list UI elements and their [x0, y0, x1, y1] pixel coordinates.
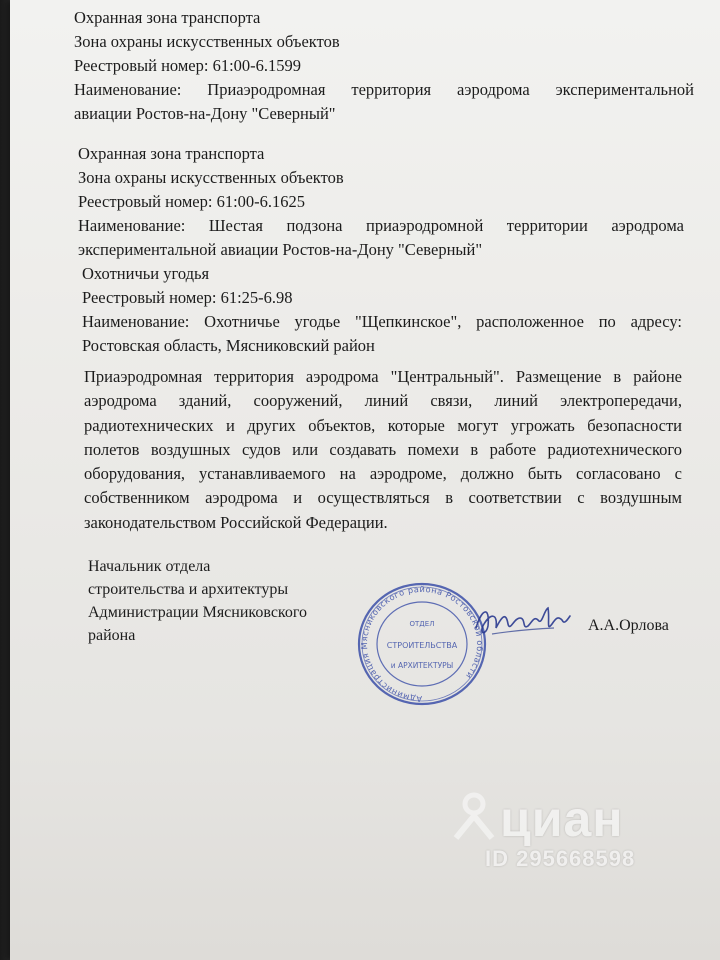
- paragraph-line: оборудования, устанавливаемого на аэродроме, должно быть согласовано с: [84, 464, 682, 484]
- section-transport-zone-1: [74, 6, 694, 126]
- signatory-district: района: [88, 627, 136, 644]
- stamp-inner-line: и АРХИТЕКТУРЫ: [390, 661, 454, 670]
- registry-number: Реестровый номер: 61:00-6.1599: [74, 56, 302, 75]
- watermark-id: ID 295668598: [485, 846, 636, 871]
- signatory-position: Начальник отдела: [88, 558, 211, 575]
- paragraph-line: собственником аэродрома и осуществляться в соответствии с воздушным: [84, 488, 682, 508]
- aerodrome-paragraph: [84, 365, 682, 535]
- cian-watermark: [450, 780, 680, 880]
- zone-name: Наименование: Охотничье угодье "Щепкинское", расположенное по адресу:: [82, 312, 682, 331]
- zone-type: Охотничьи угодья: [82, 264, 210, 283]
- signatory-department: строительства и архитектуры: [88, 581, 289, 598]
- zone-type: Охранная зона транспорта: [74, 8, 261, 27]
- zone-type: Охранная зона транспорта: [78, 144, 265, 163]
- document-page: [10, 0, 720, 960]
- paragraph-line: законодательством Российской Федерации.: [84, 512, 388, 532]
- paragraph-line: полетов воздушных судов или создавать помехи в работе радиотехнического: [84, 439, 682, 459]
- zone-name-cont: Ростовская область, Мясниковский район: [82, 336, 375, 355]
- section-hunting-grounds: [82, 262, 682, 358]
- paragraph-line: Приаэродромная территория аэродрома "Центральный". Размещение в районе: [84, 367, 682, 386]
- stamp-inner-line: СТРОИТЕЛЬСТВА: [386, 641, 458, 650]
- stamp-ring-text: Администрация Мясниковского района Ростовской области: [358, 583, 486, 705]
- registry-number: Реестровый номер: 61:25-6.98: [82, 288, 293, 307]
- watermark-brand: циан: [500, 791, 624, 847]
- paragraph-line: аэродрома зданий, сооружений, линий связи, линий электропередачи,: [84, 391, 682, 411]
- signatory-name: А.А.Орлова: [588, 617, 669, 634]
- stamp-inner-line: ОТДЕЛ: [409, 620, 435, 628]
- paragraph-line: радиотехнических и других объектов, которые могут угрожать безопасности: [84, 415, 682, 435]
- zone-name: Наименование: Шестая подзона приаэродромной территории аэродрома: [78, 216, 684, 235]
- signatory-title: [88, 555, 307, 647]
- zone-subtype: Зона охраны искусственных объектов: [74, 32, 340, 51]
- handwritten-signature: [472, 598, 572, 643]
- zone-name-cont: авиации Ростов-на-Дону "Северный": [74, 104, 336, 123]
- location-pin-icon: [450, 788, 498, 842]
- signatory-administration: Администрации Мясниковского: [88, 604, 308, 621]
- zone-subtype: Зона охраны искусственных объектов: [78, 168, 344, 187]
- section-transport-zone-2: [78, 142, 684, 262]
- zone-name: Наименование: Приаэродромная территория аэродрома экспериментальной: [74, 80, 694, 99]
- zone-name-cont: экспериментальной авиации Ростов-на-Дону "Северный": [78, 240, 483, 259]
- registry-number: Реестровый номер: 61:00-6.1625: [78, 192, 306, 211]
